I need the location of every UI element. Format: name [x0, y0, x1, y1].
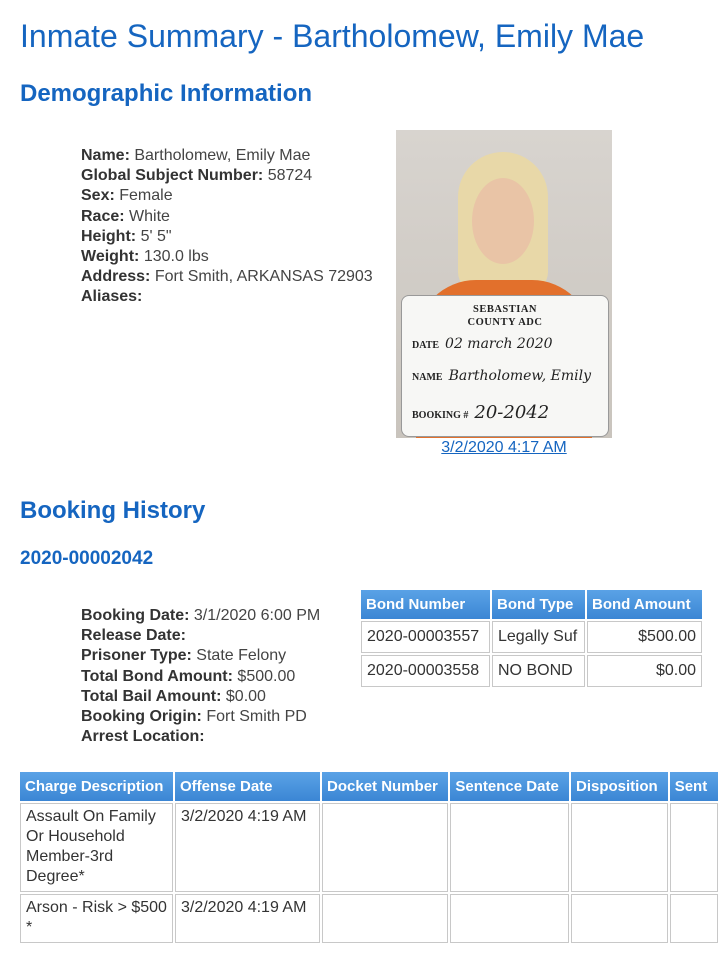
photo-date-link[interactable]: 3/2/2020 4:17 AM	[441, 439, 567, 456]
placard-booking: BOOKING # 20-2042	[412, 402, 550, 423]
field-arrest-location: Arrest Location:	[81, 728, 205, 746]
docket-number-cell	[322, 803, 448, 892]
field-prisoner-type: Prisoner Type: State Felony	[81, 647, 287, 665]
charges-table-header	[20, 772, 718, 801]
bond-table	[359, 588, 704, 689]
field-sex: Sex: Female	[81, 187, 173, 205]
photo-face	[472, 178, 534, 264]
disposition-header[interactable]: Disposition	[571, 772, 668, 801]
booking-history-title: Booking History	[20, 497, 206, 524]
docket-number-cell	[322, 894, 448, 943]
table-row	[361, 621, 702, 653]
page-title: Inmate Summary - Bartholomew, Emily Mae	[20, 18, 645, 54]
sentence-date-header[interactable]: Sentence Date	[450, 772, 569, 801]
field-weight: Weight: 130.0 lbs	[81, 248, 209, 266]
bond-number-cell: 2020-00003558	[361, 655, 490, 687]
bond-table-header	[361, 590, 702, 619]
placard-date: DATE 02 march 2020	[412, 336, 553, 352]
field-name: Name: Bartholomew, Emily Mae	[81, 147, 311, 164]
booking-photo[interactable]	[396, 130, 612, 438]
charge-description-cell: Arson - Risk > $500 *	[20, 894, 173, 943]
bond-amount-cell: $0.00	[587, 655, 702, 687]
field-global-subject-number: Global Subject Number: 58724	[81, 167, 313, 185]
booking-info	[81, 606, 320, 747]
offense-date-cell: 3/2/2020 4:19 AM	[175, 803, 320, 892]
field-booking-date: Booking Date: 3/1/2020 6:00 PM	[81, 607, 321, 624]
placard-name: NAME Bartholomew, Emily	[412, 368, 592, 384]
disposition-cell	[571, 803, 668, 892]
sentence-date-cell	[450, 894, 569, 943]
field-release-date: Release Date:	[81, 627, 186, 645]
sentence-cell	[670, 894, 718, 943]
sentence-cell	[670, 803, 718, 892]
table-row	[20, 894, 718, 943]
demographic-section-title: Demographic Information	[20, 80, 313, 107]
booking-placard	[401, 295, 609, 437]
bond-type-cell: NO BOND	[492, 655, 585, 687]
field-address: Address: Fort Smith, ARKANSAS 72903	[81, 268, 373, 286]
table-row	[361, 655, 702, 687]
bond-type-cell: Legally Suf	[492, 621, 585, 653]
sentence-date-cell	[450, 803, 569, 892]
docket-number-header[interactable]: Docket Number	[322, 772, 448, 801]
charge-description-cell: Assault On Family Or Household Member-3rd Degree*	[20, 803, 173, 892]
bond-number-header[interactable]: Bond Number	[361, 590, 490, 619]
field-booking-origin: Booking Origin: Fort Smith PD	[81, 708, 307, 726]
offense-date-cell: 3/2/2020 4:19 AM	[175, 894, 320, 943]
charge-description-header[interactable]: Charge Description	[20, 772, 173, 801]
sentence-header[interactable]: Sent	[670, 772, 718, 801]
booking-number: 2020-00002042	[20, 548, 154, 569]
field-race: Race: White	[81, 207, 170, 225]
charges-table	[18, 770, 720, 945]
bond-number-cell: 2020-00003557	[361, 621, 490, 653]
bond-type-header[interactable]: Bond Type	[492, 590, 585, 619]
field-total-bail-amount: Total Bail Amount: $0.00	[81, 687, 266, 705]
bond-amount-header[interactable]: Bond Amount	[587, 590, 702, 619]
field-total-bond-amount: Total Bond Amount: $500.00	[81, 667, 296, 685]
table-row	[20, 803, 718, 892]
field-height: Height: 5' 5"	[81, 227, 172, 245]
demographic-info	[81, 146, 373, 308]
field-aliases: Aliases:	[81, 288, 143, 306]
bond-amount-cell: $500.00	[587, 621, 702, 653]
placard-org: SEBASTIAN COUNTY ADC	[467, 304, 543, 328]
offense-date-header[interactable]: Offense Date	[175, 772, 320, 801]
disposition-cell	[571, 894, 668, 943]
